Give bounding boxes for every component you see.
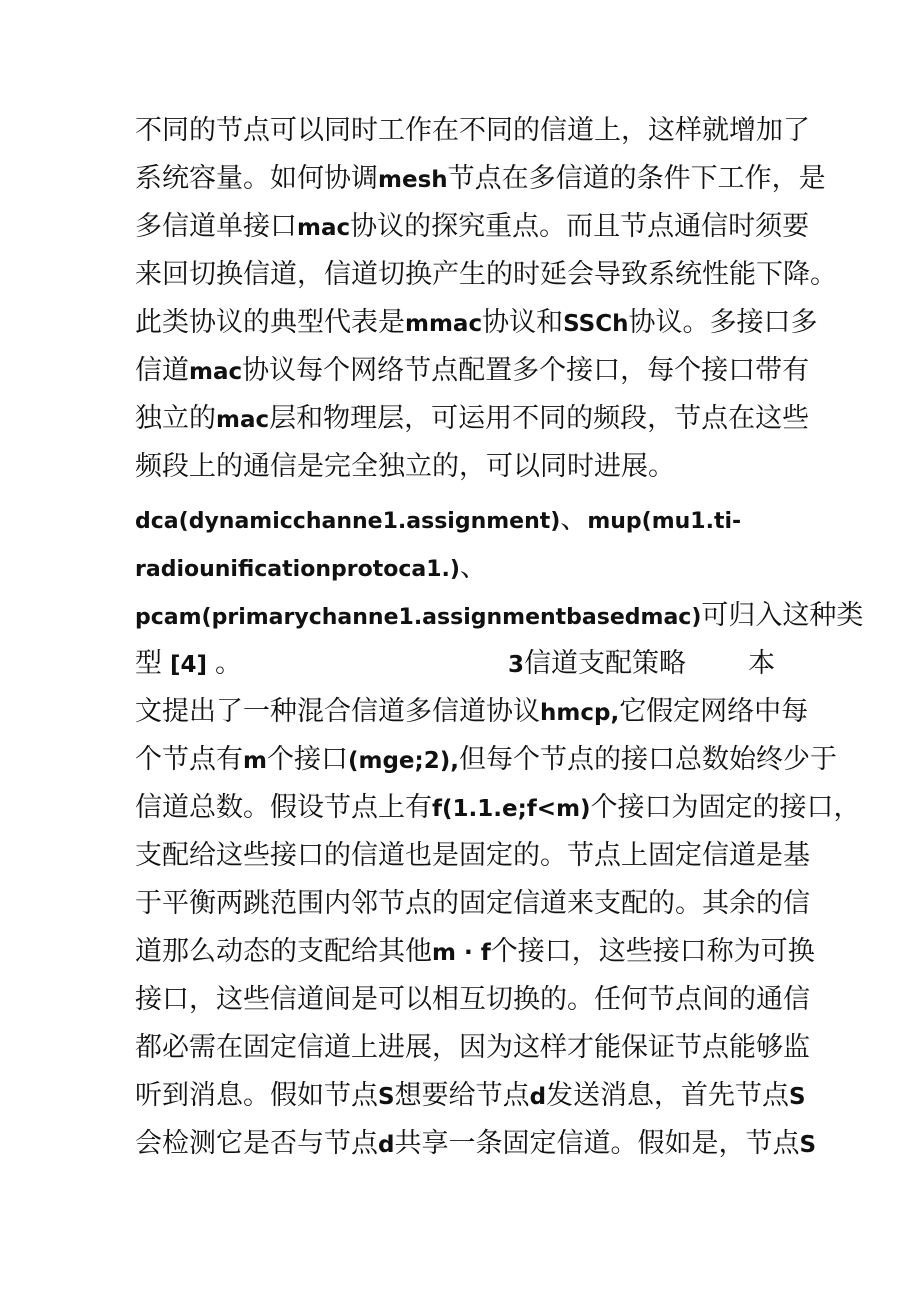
text-line-22: 会检测它是否与节点d共享一条固定信道。假如是，节点S <box>135 1128 817 1159</box>
text-line-7: 独立的mac层和物理层，可运用不同的频段，节点在这些 <box>135 403 810 434</box>
text-line-18: 道那么动态的支配给其他m · f个接口，这些接口称为可换 <box>135 936 815 967</box>
text-line-1: 不同的节点可以同时工作在不同的信道上，这样就增加了 <box>135 115 810 146</box>
text-line-2: 系统容量。如何协调mesh节点在多信道的条件下工作，是 <box>135 163 826 194</box>
text-line-16: 支配给这些接口的信道也是固定的。节点上固定信道是基 <box>135 840 810 871</box>
text-line-19: 接口，这些信道间是可以相互切换的。任何节点间的通信 <box>135 984 810 1015</box>
text-line-21: 听到消息。假如节点S想要给节点d发送消息，首先节点S <box>135 1080 806 1111</box>
text-line-5: 此类协议的典型代表是mmac协议和SSCh协议。多接口多 <box>135 307 818 338</box>
text-line-12: 型 [4] 。 3信道支配策略 本 <box>135 648 776 679</box>
text-line-9: dca(dynamicchanne1.assignment)、mup(mu1.ti- <box>135 504 742 535</box>
text-line-11: pcam(primarychanne1.assignmentbasedmac)可归入这种类 <box>135 600 864 631</box>
text-line-6: 信道mac协议每个网络节点配置多个接口，每个接口带有 <box>135 355 810 386</box>
text-line-15: 信道总数。假设节点上有f(1.1.e;f<m)个接口为固定的接口， <box>135 792 861 823</box>
text-line-10: radiounificationprotoca1.)、 <box>135 552 487 583</box>
text-line-3: 多信道单接口mac协议的探究重点。而且节点通信时须要 <box>135 211 810 242</box>
text-line-17: 于平衡两跳范围内邻节点的固定信道来支配的。其余的信 <box>135 888 810 919</box>
text-line-8: 频段上的通信是完全独立的，可以同时进展。 <box>135 451 675 482</box>
text-line-4: 来回切换信道，信道切换产生的时延会导致系统性能下降。 <box>135 259 837 290</box>
text-line-14: 个节点有m个接口(mge;2),但每个节点的接口总数始终少于 <box>135 744 837 775</box>
text-line-13: 文提出了一种混合信道多信道协议hmcp,它假定网络中每 <box>135 696 809 727</box>
text-line-20: 都必需在固定信道上进展，因为这样才能保证节点能够监 <box>135 1032 810 1063</box>
